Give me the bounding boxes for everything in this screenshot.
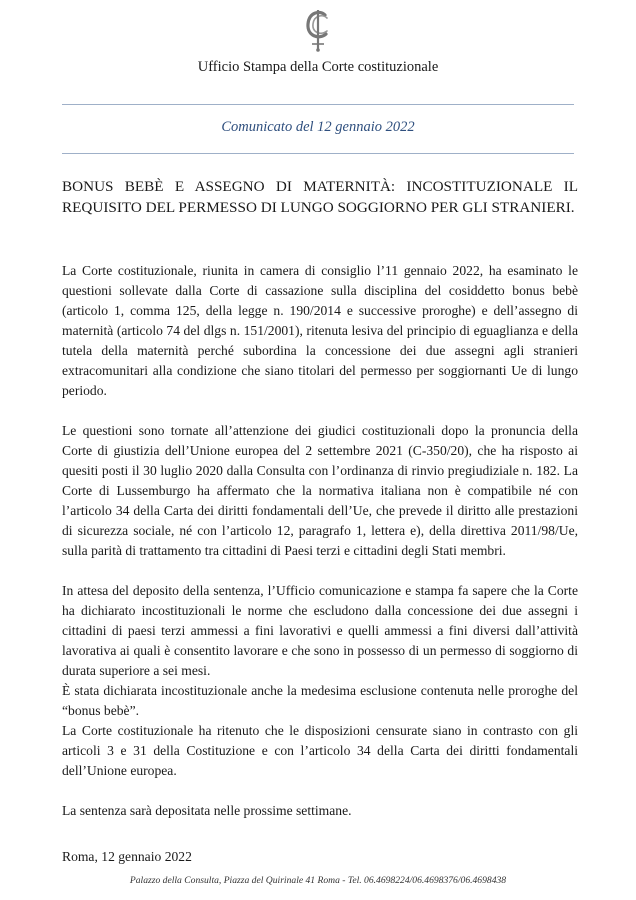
top-divider [62,104,574,105]
press-release-title: BONUS BEBÈ E ASSEGNO DI MATERNITÀ: INCOSTITUZIONALE IL REQUISITO DEL PERMESSO DI LUNGO SOGGIORNO PER GLI STRANIERI. [62,178,578,216]
bottom-divider [62,153,574,154]
paragraph-intro: La Corte costituzionale, riunita in camera di consiglio l’11 gennaio 2022, ha esaminato le questioni sollevate dalla Corte di cassazione sulla disciplina del cosiddetto bonus bebè (articolo 1, comma 125, della legge n. 190/2014 e successive proroghe) e dell’assegno di maternità (articolo 74 del dlgs n. 151/2001), ritenuta lesiva del principio di eguaglianza e della tutela della maternità perché subordina la concessione dei due assegni agli stranieri extracomunitari alla condizione che siano titolari del permesso per soggiornanti Ue di lungo periodo. [62,263,578,398]
paragraph-cgue: Le questioni sono tornate all’attenzione dei giudici costituzionali dopo la pronuncia della Corte di giustizia dell’Unione europea del 2 settembre 2021 (C-350/20), che ha risposto ai quesiti posti il 30 luglio 2020 dalla Consulta con l’ordinanza di rinvio pregiudiziale n. 182. La Corte di Lussemburgo ha affermato che la normativa italiana non è compatibile né con l’articolo 34 della Carta dei diritti fondamentali dell’Ue, che prevede il diritto alle prestazioni di sicurezza sociale, né con l’articolo 12, paragrafo 1, lettera e), della direttiva 2011/98/Ue, sulla parità di trattamento tra cittadini di Paesi terzi e cittadini degli Stati membri. [62,423,578,558]
paragraph-deposito: La sentenza sarà depositata nelle prossime settimane. [62,803,352,818]
press-release-body [62,261,578,821]
paragraph-proroghe: È stata dichiarata incostituzionale anche la medesima esclusione contenuta nelle proroghe del “bonus bebè”. [62,683,578,718]
paragraph-contrasto: La Corte costituzionale ha ritenuto che le disposizioni censurate siano in contrasto con gli articoli 3 e 31 della Costituzione e con l’articolo 34 della Carta dei diritti fondamentali dell’Unione europea. [62,723,578,778]
footer-address: Palazzo della Consulta, Piazza del Quirinale 41 Roma - Tel. 06.4698224/06.4698376/06.4698438 [129,875,507,886]
comunicato-date: Comunicato del 12 gennaio 2022 [221,119,415,135]
date-line: Roma, 12 gennaio 2022 [62,849,192,864]
office-name: Ufficio Stampa della Corte costituzionale [197,59,439,75]
paragraph-decision: In attesa del deposito della sentenza, l’Ufficio comunicazione e stampa fa sapere che la Corte ha dichiarato incostituzionali le norme che escludono dalla concessione dei due assegni i cittadini di paesi terzi ammessi a fini lavorativi e quelli ammessi a fini diversi dall’attività lavorativa ai quali è consentito lavorare e che sono in possesso di un permesso di soggiorno di durata superiore a sei mesi. [62,583,578,678]
corte-costituzionale-monogram-icon [303,6,333,54]
